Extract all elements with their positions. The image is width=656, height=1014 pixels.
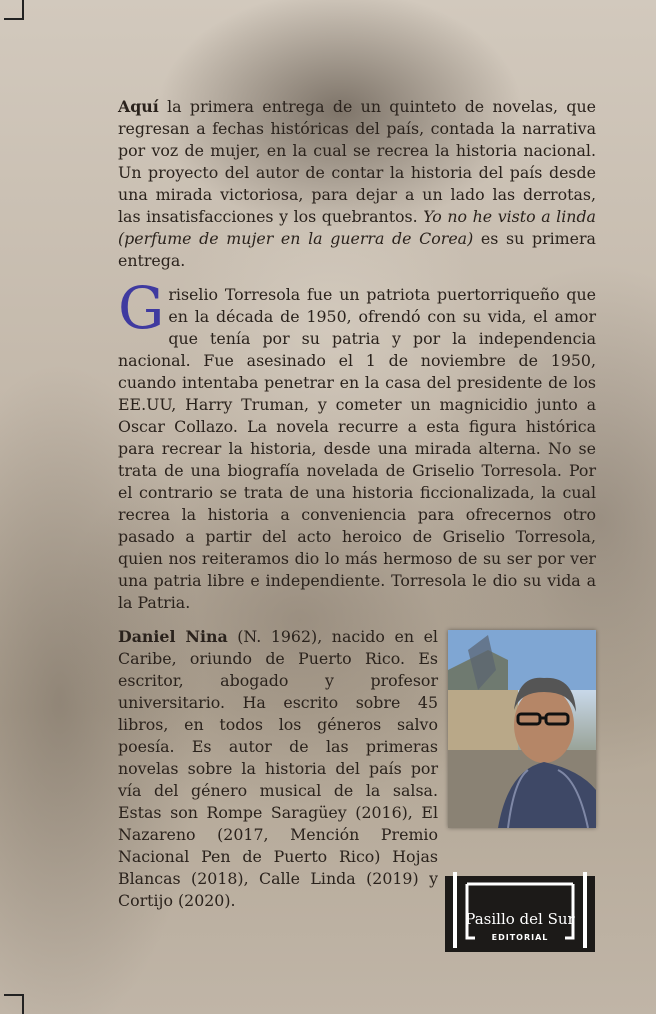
publisher-logo [445,872,595,954]
blurb-text-end: es su primera entrega. [118,229,596,270]
author-photo-illustration [448,630,596,828]
crop-mark-bottom-left [4,994,24,1014]
crop-mark-top-left [4,0,24,20]
blurb-text: la primera entrega de un quinteto de novelas, que regresan a fechas históricas del país, contada la narrativa por voz de mujer, en la cual se recrea la historia nacional. Un proyecto del autor de contar la historia del país desde una mirada victoriosa, para dejar a un lado las derrotas, las insatisfacciones y los quebrantos. [118,97,596,226]
subject-paragraph [118,274,596,614]
author-bio-text: (N. 1962), nacido en el Caribe, oriundo de Puerto Rico. Es escritor, abogado y profesor universitario. Ha escrito sobre 45 libros, en todos los géneros salvo poesía. Es autor de las primeras novelas sobre la historia del país por vía del género musical de la salsa. Estas son Rompe Saragüey (2016), El Nazareno (2017, Mención Premio Nacional Pen de Puerto Rico) Hojas Blancas (2018), Calle Linda (2019) y Cortijo (2020). [118,627,438,910]
blurb-lead: Aquí [118,97,159,116]
blurb-paragraph [118,96,596,272]
book-title: Yo no he visto a linda (perfume de mujer en la guerra de Corea) [118,207,596,248]
author-photo [448,630,596,828]
svg-text:EDITORIAL: EDITORIAL [491,933,549,942]
publisher-logo-mark [445,872,595,954]
subject-text: riselio Torresola fue un patriota puertorriqueño que en la década de 1950, ofrendó con su vida, el amor que tenía por su patria y por la independencia nacional. Fue asesinado el 1 de noviembre de 1950, cuando intentaba penetrar en la casa del presidente de los EE.UU, Harry Truman, y cometer un magnicidio junto a Oscar Collazo. La novela recurre a esta figura histórica para recrear la historia, desde una mirada alterna. No se trata de una biografía novelada de Griselio Torresola. Por el contrario se trata de una historia ficcionalizada, la cual recrea la historia a conveniencia para ofrecernos otro pasado a partir del acto heroico de Griselio Torresola, quien nos reiteramos dio lo más hermoso de su ser por ver una patria libre e independiente. Torresola le dio su vida a la Patria. [118,285,596,612]
author-name: Daniel Nina [118,627,228,646]
svg-text:Pasillo del Sur: Pasillo del Sur [465,910,575,928]
drop-cap: G [118,274,165,342]
author-bio [118,626,438,912]
